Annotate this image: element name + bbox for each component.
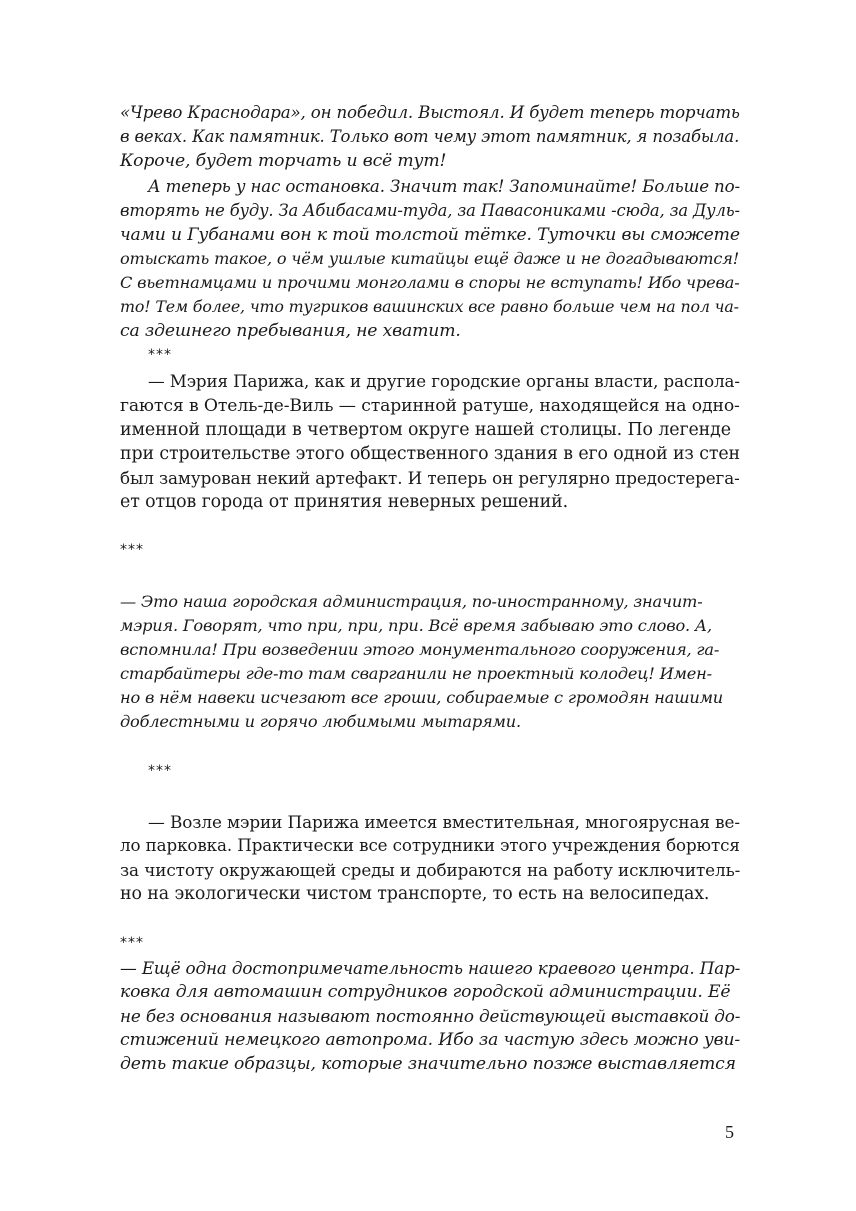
text-line: са здешнего пребывания, не хватит. (120, 321, 461, 341)
text-line: отыскать такое, о чём ушлые китайцы ещё даже и не догадываются! (120, 249, 740, 268)
text-line: но в нём навеки исчезают все гроши, собираемые с громодян нашими (120, 688, 724, 707)
text-line: «Чрево Краснодара», он победил. Выстоял. И будет теперь торчать (120, 103, 740, 122)
text-line: старбайтеры где-то там сварганили не проектный колодец! Имен- (120, 664, 712, 683)
text-line: ло парковка. Практически все сотрудники этого учреждения борются (120, 836, 740, 855)
text-line: гаются в Отель-де-Виль — старинной ратуше, находящейся на одно- (120, 396, 740, 416)
text-line: С вьетнамцами и прочими монголами в споры не вступать! Ибо чрева- (120, 273, 740, 292)
text-line: то! Тем более, что тугриков вашинских все равно больше чем на пол ча- (120, 297, 739, 316)
text-line: ковка для автомашин сотрудников городской администрации. Её (120, 982, 731, 1002)
text-line: доблестными и горячо любимыми мытарями. (120, 712, 521, 731)
text-line: вторять не буду. За Абибасами-туда, за Павасониками -сюда, за Дуль- (120, 201, 740, 220)
text-line: при строительстве этого общественного здания в его одной из стен (120, 444, 740, 464)
text-line: именной площади в четвертом округе нашей столицы. По легенде (120, 420, 731, 440)
text-line: не без основания называют постоянно действующей выставкой до- (120, 1006, 741, 1026)
section-separator: *** (120, 542, 144, 558)
text-line: но на экологически чистом транспорте, то есть на велосипедах. (120, 884, 710, 904)
text-line: в веках. Как памятник. Только вот чему этот памятник, я позабыла. (120, 127, 740, 146)
text-line: — Возле мэрии Парижа имеется вместительная, многоярусная ве- (148, 812, 740, 832)
text-line: вспомнила! При возведении этого монументального сооружения, га- (120, 640, 720, 659)
text-line: — Мэрия Парижа, как и другие городские органы власти, распола- (148, 372, 740, 391)
text-line: — Это наша городская администрация, по-иностранному, значит- (120, 592, 703, 611)
text-line: Короче, будет торчать и всё тут! (120, 151, 447, 171)
section-separator: *** (148, 347, 172, 363)
text-line: за чистоту окружающей среды и добираются на работу исключитель- (120, 860, 741, 880)
section-separator: *** (148, 763, 172, 779)
text-line: — Ещё одна достопримечательность нашего краевого центра. Пар- (120, 958, 741, 978)
text-line: стижений немецкого автопрома. Ибо за частую здесь можно уви- (120, 1030, 741, 1050)
text-line: мэрия. Говорят, что при, при, при. Всё время забываю это слово. А, (120, 616, 712, 635)
text-line: деть такие образцы, которые значительно позже выставляется (120, 1054, 736, 1074)
text-line: чами и Губанами вон к той толстой тётке. Туточки вы сможете (120, 225, 740, 245)
text-line: ет отцов города от принятия неверных решений. (120, 492, 569, 512)
text-line: был замурован некий артефакт. И теперь он регулярно предостерега- (120, 468, 740, 488)
section-separator: *** (120, 935, 144, 951)
text-line: А теперь у нас остановка. Значит так! Запоминайте! Больше по- (148, 177, 740, 196)
page-number: 5 (725, 1122, 734, 1142)
